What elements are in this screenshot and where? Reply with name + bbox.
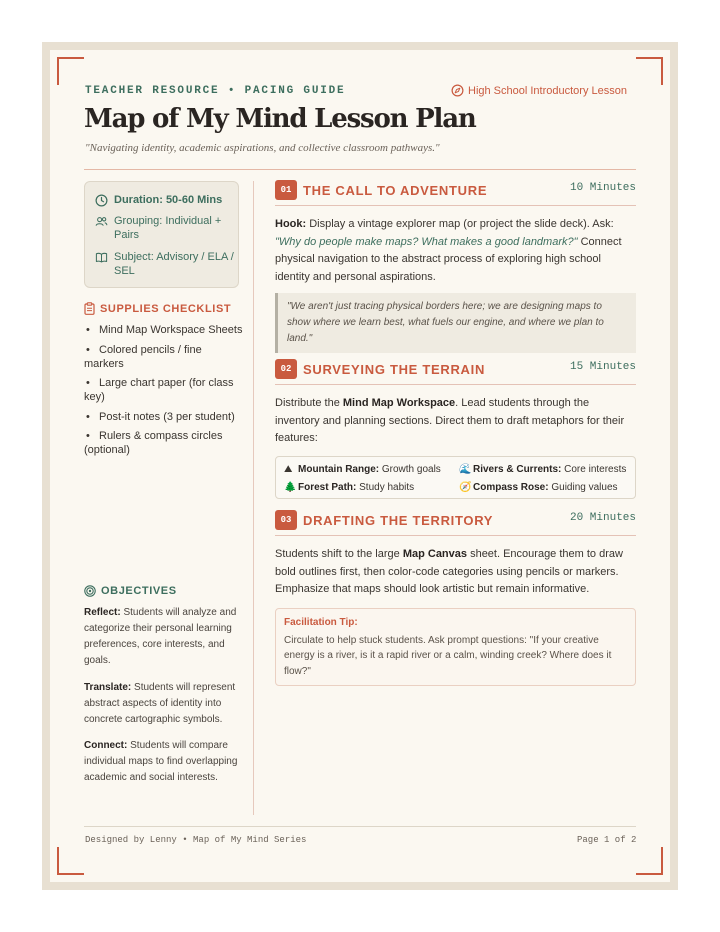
- wave-icon: 🌊: [459, 463, 472, 475]
- list-item: • Rulers & compass circles (optional): [84, 430, 223, 456]
- objective-text: Students will represent abstract aspects of identity into concrete cartographic symbols.: [84, 681, 236, 725]
- body-text: . Lead students through the inventory and planning sections. Direct them to draft metaphors for their features:: [275, 397, 625, 444]
- section-time: 20 Minutes: [569, 512, 636, 524]
- feature-legend: [275, 456, 636, 499]
- body-text: Distribute the: [275, 397, 343, 409]
- supply-text: Rulers & compass circles (optional): [84, 430, 223, 456]
- objective-text: Students will compare individual maps to find overlapping academic and social interests.: [84, 740, 238, 783]
- list-item: • Mind Map Workspace Sheets: [86, 324, 243, 336]
- supplies-heading: [84, 302, 231, 315]
- section-time: 10 Minutes: [569, 182, 636, 194]
- page-subtitle: "Navigating identity, academic aspirations, and collective classroom pathways.": [85, 142, 440, 154]
- section-title: THE CALL TO ADVENTURE: [303, 183, 488, 198]
- clock-icon: [95, 194, 108, 207]
- feature-term: Rivers & Currents:: [473, 463, 562, 475]
- section-number-badge: 02: [275, 359, 297, 379]
- lesson-level-label: High School Introductory Lesson: [468, 84, 627, 97]
- lesson-level: [451, 84, 627, 97]
- objective-item: [84, 680, 244, 728]
- feature-value: Growth goals: [379, 463, 441, 475]
- header-divider: [84, 169, 636, 170]
- footer-divider: [84, 826, 636, 827]
- body-text: Students shift to the large: [275, 548, 403, 560]
- objective-item: [84, 738, 244, 786]
- column-divider: [253, 181, 254, 815]
- body-strong: Map Canvas: [402, 548, 468, 560]
- info-subject: [95, 250, 235, 278]
- feature-value: Guiding values: [548, 481, 618, 493]
- page-number: Page 1 of 2: [577, 835, 637, 845]
- users-icon: [95, 215, 108, 228]
- supply-text: Large chart paper (for class key): [84, 377, 234, 403]
- duration-text: Duration: 50-60 Mins: [114, 194, 223, 206]
- feature-value: Study habits: [356, 481, 415, 493]
- book-icon: [95, 251, 108, 264]
- objectives-heading: [84, 585, 177, 597]
- objectives-list: [84, 605, 244, 797]
- section-call-to-adventure: [275, 180, 636, 353]
- supply-text: Colored pencils / fine markers: [84, 343, 202, 370]
- corner-mark-bottom-right: [636, 847, 663, 875]
- list-item: • Colored pencils / fine markers: [84, 343, 202, 370]
- clipboard-icon: [84, 302, 95, 315]
- corner-mark-top-left: [57, 57, 84, 85]
- section-number-badge: 03: [275, 510, 297, 530]
- body-strong: Mind Map Workspace: [342, 397, 456, 409]
- section-time: 15 Minutes: [569, 361, 636, 373]
- body-text: Display a vintage explorer map (or project the slide deck). Ask:: [306, 218, 614, 230]
- subject-text: Subject: Advisory / ELA / SEL: [114, 251, 234, 277]
- section-drafting-territory: [275, 510, 636, 686]
- eyebrow-label: TEACHER RESOURCE • PACING GUIDE: [85, 85, 346, 97]
- objective-term: Connect:: [84, 740, 128, 751]
- feature-item: [284, 481, 459, 494]
- body-text: Connect physical navigation to the abstract process of exploring high school identity and personal aspirations.: [275, 235, 622, 283]
- body-text: sheet. Encourage them to draw bold outlines first, then color-code categories using pencils or markers. Emphasize that maps should look artistic but remain informative.: [275, 548, 623, 595]
- section-body: [275, 395, 636, 448]
- section-title: SURVEYING THE TERRAIN: [303, 362, 486, 377]
- objective-term: Reflect:: [84, 607, 121, 618]
- corner-mark-bottom-left: [57, 847, 84, 875]
- feature-term: Mountain Range:: [298, 463, 380, 475]
- section-header: [275, 180, 636, 206]
- objective-term: Translate:: [84, 681, 132, 693]
- compass-icon: 🧭: [459, 481, 472, 493]
- page-title: Map of My Mind Lesson Plan: [84, 104, 476, 134]
- mountain-icon: ⛰: [284, 463, 293, 475]
- feature-item: [284, 463, 459, 476]
- section-surveying-terrain: [275, 359, 636, 499]
- section-header: [275, 510, 636, 536]
- lesson-info-box: [84, 181, 239, 288]
- section-number-badge: 01: [275, 180, 297, 200]
- compass-icon: [451, 84, 464, 97]
- list-item: • Large chart paper (for class key): [84, 377, 234, 403]
- tree-icon: 🌲: [284, 481, 297, 493]
- objective-text: Students will analyze and categorize their personal learning preferences, core interests, and goals.: [84, 607, 237, 666]
- facilitation-tip: [275, 608, 636, 687]
- footer-credit: Designed by Lenny • Map of My Mind Series: [85, 835, 307, 845]
- hook-question: "Why do people make maps? What makes a good landmark?": [275, 235, 578, 248]
- section-header: [275, 359, 636, 385]
- supplies-heading-label: SUPPLIES CHECKLIST: [100, 302, 232, 315]
- feature-term: Compass Rose:: [473, 481, 549, 493]
- pull-quote: "We aren't just tracing physical borders here; we are designing maps to show where we learn best, what fuels our engine, and where we plan to land.": [275, 293, 636, 353]
- objectives-heading-label: OBJECTIVES: [101, 585, 177, 597]
- hook-label: Hook:: [275, 218, 307, 230]
- target-icon: [84, 585, 96, 597]
- section-body: [275, 216, 636, 286]
- supplies-list: [84, 323, 244, 463]
- tip-title: Facilitation Tip:: [284, 616, 358, 628]
- feature-value: Core interests: [561, 463, 627, 475]
- grouping-text: Grouping: Individual + Pairs: [114, 215, 222, 241]
- objective-item: [84, 605, 244, 669]
- list-item: • Post-it notes (3 per student): [86, 410, 235, 423]
- supply-text: Mind Map Workspace Sheets: [99, 324, 243, 336]
- feature-term: Forest Path:: [298, 481, 357, 493]
- feature-item: [459, 481, 629, 494]
- section-body: [275, 546, 636, 599]
- info-grouping: [95, 214, 235, 242]
- tip-text: Circulate to help stuck students. Ask prompt questions: "If your creative energy is a river, is it a rapid river or a calm, winding creek? Where does it flow?": [284, 634, 612, 677]
- info-duration: [95, 193, 222, 207]
- supply-text: Post-it notes (3 per student): [99, 410, 235, 423]
- corner-mark-top-right: [636, 57, 663, 85]
- feature-item: [459, 463, 629, 476]
- section-title: DRAFTING THE TERRITORY: [303, 513, 494, 528]
